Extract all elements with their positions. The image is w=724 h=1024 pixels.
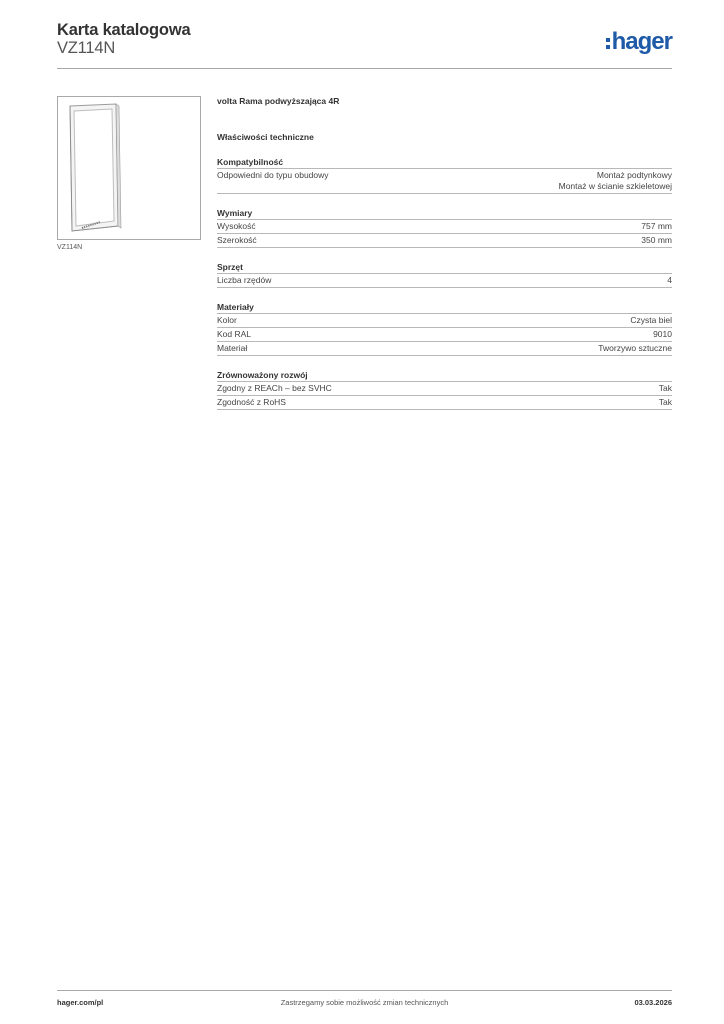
property-label: Liczba rzędów — [217, 275, 272, 285]
property-sections — [217, 156, 672, 410]
property-label: Kolor — [217, 315, 237, 325]
property-value — [659, 383, 672, 394]
property-section — [217, 156, 672, 194]
property-row — [217, 233, 672, 248]
property-label: Kod RAL — [217, 329, 252, 339]
property-row — [217, 273, 672, 288]
property-section — [217, 207, 672, 248]
property-label: Odpowiedni do typu obudowy — [217, 170, 329, 180]
product-image-frame — [57, 96, 201, 240]
property-value-line: 350 mm — [641, 235, 672, 245]
property-value — [598, 343, 672, 354]
section-title: Wymiary — [217, 208, 253, 218]
property-section — [217, 261, 672, 288]
section-title: Sprzęt — [217, 262, 243, 272]
property-value-line: Montaż podtynkowy — [596, 170, 672, 180]
property-row — [217, 313, 672, 327]
property-value-line: Tak — [658, 383, 672, 393]
property-row — [217, 168, 672, 194]
page-header — [57, 20, 672, 70]
page-footer — [57, 998, 672, 1010]
property-label: Zgodność z RoHS — [217, 397, 286, 407]
section-title: Materiały — [217, 302, 254, 312]
property-section — [217, 301, 672, 356]
property-value — [641, 221, 672, 232]
property-value — [659, 397, 672, 408]
document-title: Karta katalogowa — [57, 21, 191, 39]
property-value-line: Czysta biel — [630, 315, 672, 325]
property-value — [630, 315, 672, 326]
logo-text: hager — [611, 28, 672, 55]
property-row — [217, 219, 672, 233]
footer-disclaimer: Zastrzegamy sobie możliwość zmian technicznych — [280, 998, 449, 1007]
property-value-line: Montaż w ścianie szkieletowej — [558, 181, 672, 191]
product-code: VZ114N — [57, 39, 116, 57]
product-frame-image — [58, 97, 200, 239]
technical-properties-heading: Właściwości techniczne — [217, 132, 314, 142]
property-value-line: Tworzywo sztuczne — [598, 343, 672, 353]
property-value-line: 757 mm — [641, 221, 672, 231]
property-label: Szerokość — [217, 235, 257, 245]
property-row — [217, 381, 672, 395]
property-row — [217, 395, 672, 410]
property-section — [217, 369, 672, 410]
property-row — [217, 341, 672, 356]
property-value — [653, 329, 672, 340]
property-label: Wysokość — [217, 221, 256, 231]
property-value-line: 9010 — [653, 329, 672, 339]
image-caption: VZ114N — [57, 244, 83, 251]
property-label: Materiał — [217, 343, 248, 353]
product-details — [217, 95, 672, 410]
property-label: Zgodny z REACh – bez SVHC — [217, 383, 332, 393]
footer-divider — [57, 990, 672, 991]
property-value-line: 4 — [667, 275, 672, 285]
section-title: Zrównoważony rozwój — [217, 370, 308, 380]
section-title: Kompatybilność — [217, 157, 284, 167]
header-divider — [57, 68, 672, 69]
product-name: volta Rama podwyższająca 4R — [217, 96, 340, 106]
logo-dots-icon — [606, 38, 610, 49]
property-row — [217, 327, 672, 341]
property-value — [641, 235, 672, 246]
property-value-line: Tak — [658, 397, 672, 407]
footer-url-link[interactable]: hager.com/pl — [57, 998, 104, 1007]
property-value — [667, 275, 672, 286]
hager-logo — [606, 27, 672, 57]
property-value — [559, 170, 672, 192]
footer-date: 03.03.2026 — [634, 998, 672, 1007]
